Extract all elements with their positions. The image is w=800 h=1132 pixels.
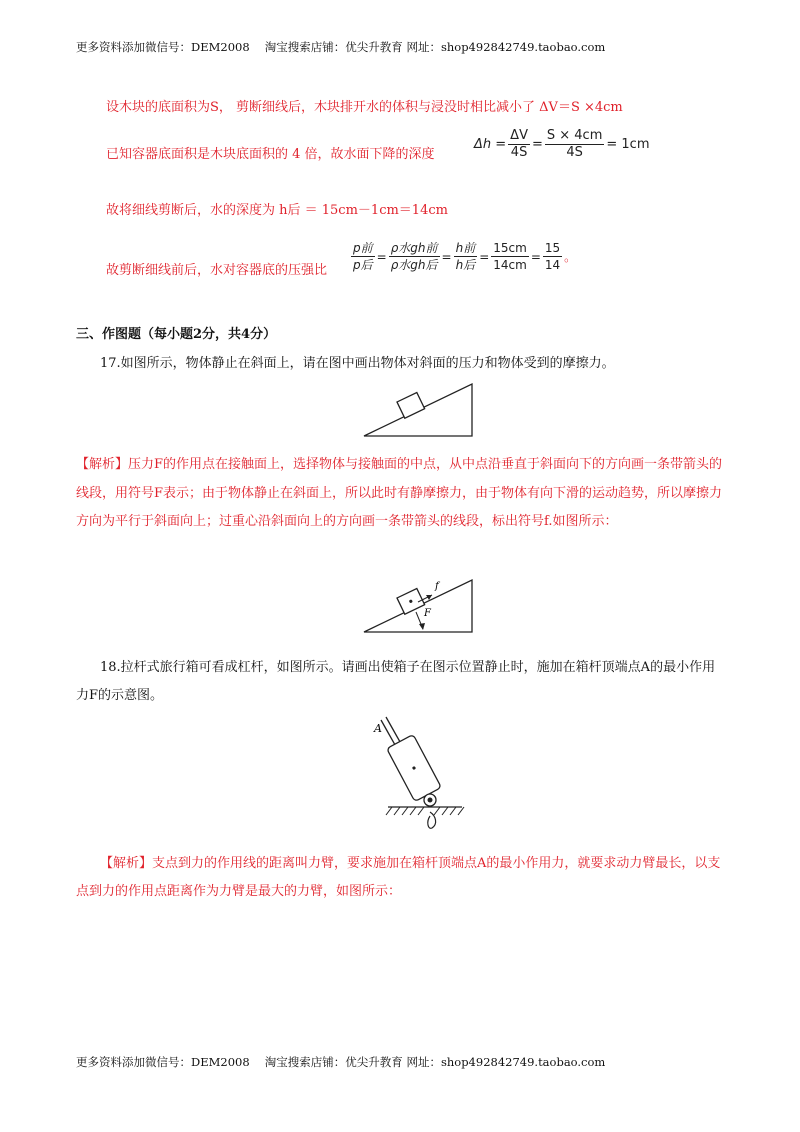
- formula-p-f1-den: p后: [353, 258, 373, 272]
- formula-dh-eq: =: [531, 137, 543, 152]
- formula-p-f2-num: ρ水gh前: [390, 241, 438, 255]
- formula-p-eq3: =: [479, 249, 490, 264]
- question-18-analysis: 【解析】支点到力的作用线的距离叫力臂，要求施加在箱杆顶端点A的最小作用力，就要求动力臂最长，以支点到力的作用点距离作为力臂是最大的力臂，如图所示：: [76, 856, 721, 899]
- formula-dh-frac1: [508, 128, 530, 161]
- formula-p-f3-den: h后: [455, 258, 476, 272]
- formula-p-eq2: =: [441, 249, 452, 264]
- formula-p-eq4: =: [530, 249, 541, 264]
- formula-dh-f2-num: S × 4cm: [546, 128, 603, 143]
- solution-line-2: 已知容器底面积是木块底面积的 4 倍，故水面下降的深度: [106, 147, 435, 162]
- solution-line-3: 故将细线剪断后，水的深度为 h后 ＝ 15cm－1cm＝14cm: [106, 203, 448, 218]
- formula-p-f5-num: 15: [544, 241, 561, 255]
- formula-p-frac3: [454, 240, 478, 273]
- solution-line-1: 设木块的底面积为S， 剪断细线后，木块排开水的体积与浸没时相比减小了 ΔV＝S ×4cm: [106, 100, 623, 115]
- formula-dh-frac2: [545, 128, 605, 161]
- formula-p-f4-num: 15cm: [493, 241, 527, 255]
- formula-p-f5-den: 14: [544, 258, 561, 272]
- incline-diagram-answer: [360, 574, 480, 636]
- formula-dh-lhs: Δh =: [474, 137, 507, 152]
- formula-dh-rhs: = 1cm: [606, 137, 650, 152]
- section-title: 三、作图题（每小题2分，共4分）: [76, 327, 277, 342]
- formula-pressure-ratio: [349, 240, 576, 273]
- incline-diagram-question: [360, 380, 480, 440]
- page-header: 更多资料添加微信号：DEM2008 淘宝搜索店铺：优尖升教育 网址：shop492842749.taobao.com: [76, 40, 606, 54]
- formula-p-end: 。: [564, 250, 577, 264]
- formula-p-frac1: [351, 240, 375, 273]
- formula-dh-f2-den: 4S: [566, 145, 583, 160]
- page-footer: 更多资料添加微信号：DEM2008 淘宝搜索店铺：优尖升教育 网址：shop492842749.taobao.com: [76, 1055, 606, 1069]
- formula-dh-f1-num: ΔV: [510, 128, 528, 143]
- fulcrum-point: [428, 798, 433, 803]
- formula-p-f2-den: ρ水gh后: [390, 258, 438, 272]
- question-17-analysis: 【解析】压力F的作用点在接触面上，选择物体与接触面的中点，从中点沿垂直于斜面向下的方向画一条带箭头的线段，用符号F表示；由于物体静止在斜面上，所以此时有静摩擦力，由于物体有向下滑的运动趋势，所以摩擦力方向为平行于斜面向上；过重心沿斜面向上的方向画一条带箭头的线段，标出符号f.如图所示：: [76, 457, 723, 529]
- question-17-stem: 17.如图所示，物体静止在斜面上，请在图中画出物体对斜面的压力和物体受到的摩擦力。: [100, 356, 615, 371]
- solution-line-4: 故剪断细线前后，水对容器底的压强比: [106, 263, 328, 278]
- ground-hatching: [386, 807, 464, 815]
- formula-delta-h: [474, 128, 649, 161]
- formula-p-frac2: [389, 240, 440, 273]
- formula-p-f3-num: h前: [455, 241, 476, 255]
- block-on-incline-answer: [397, 588, 425, 614]
- friction-label: f: [435, 581, 439, 592]
- formula-p-eq1: =: [376, 249, 387, 264]
- formula-p-f1-num: p前: [353, 241, 373, 255]
- formula-p-f4-den: 14cm: [493, 258, 527, 272]
- formula-p-frac4: [491, 240, 529, 273]
- formula-dh-f1-den: 4S: [510, 145, 528, 160]
- pressure-label: F: [424, 608, 431, 619]
- formula-p-frac5: [543, 240, 562, 273]
- luggage-case: [387, 734, 442, 801]
- point-a-label: A: [374, 722, 382, 735]
- pressure-arrow-head: [419, 623, 425, 630]
- block-on-incline: [397, 392, 425, 418]
- luggage-lever-diagram: [372, 712, 468, 830]
- question-18-stem: 18.拉杆式旅行箱可看成杠杆，如图所示。请画出使箱子在图示位置静止时，施加在箱杆顶端点A的最小作用力F的示意图。: [76, 660, 716, 703]
